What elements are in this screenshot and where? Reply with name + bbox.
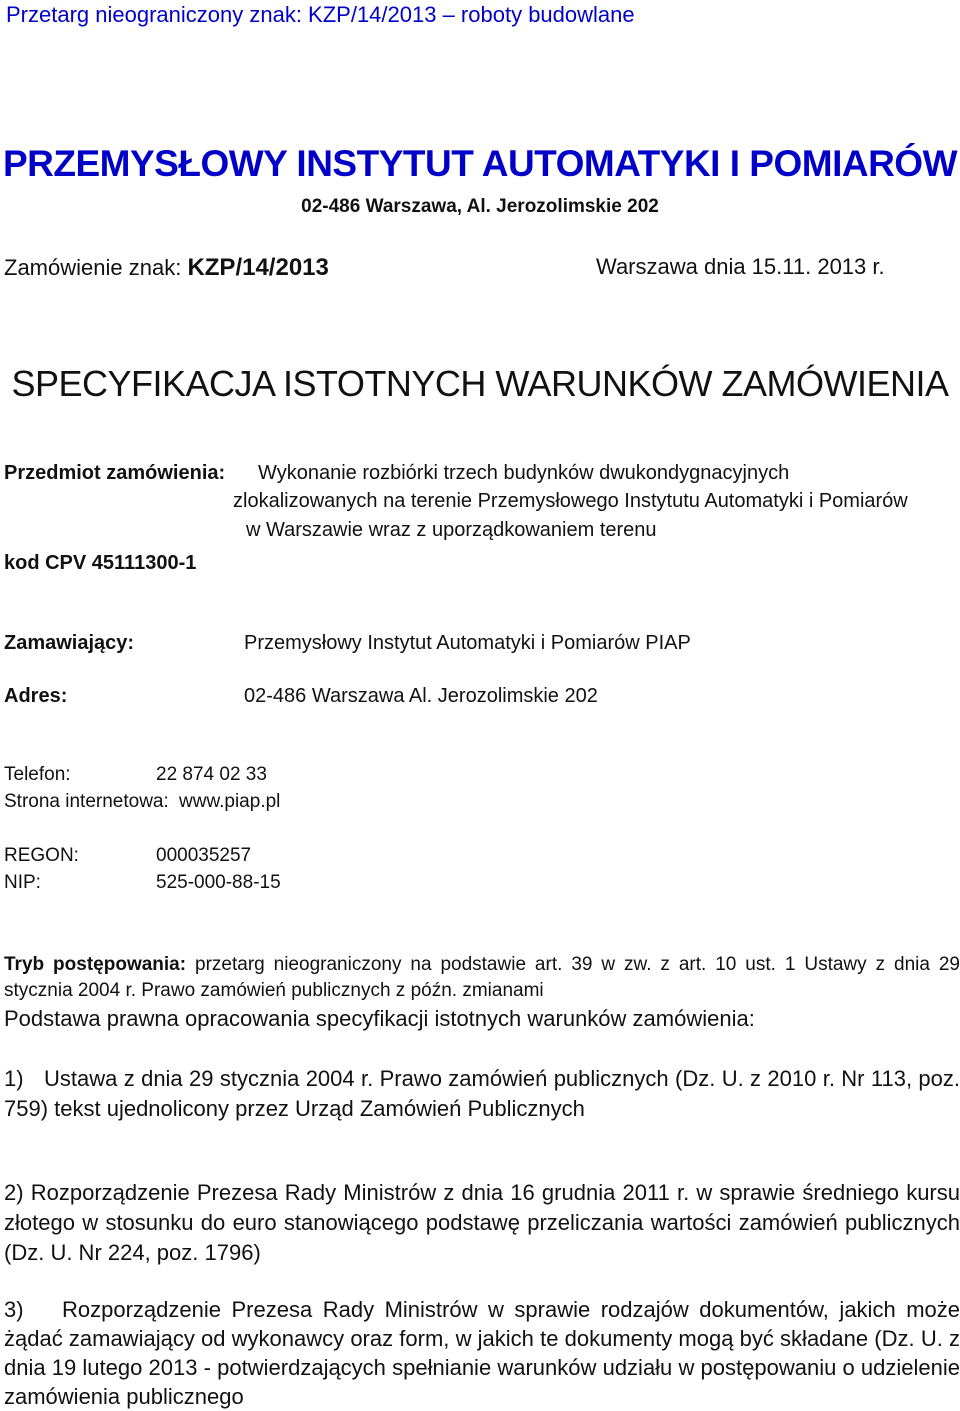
- procedure-label: Tryb postępowania:: [4, 954, 187, 975]
- phone-label: Telefon:: [4, 764, 71, 785]
- order-label: Zamówienie znak:: [4, 255, 182, 280]
- buyer-value: Przemysłowy Instytut Automatyki i Pomiarów PIAP: [244, 632, 691, 654]
- address-value: 02-486 Warszawa Al. Jerozolimskie 202: [244, 685, 598, 707]
- regon-label: REGON:: [4, 845, 79, 866]
- institute-name: PRZEMYSŁOWY INSTYTUT AUTOMATYKI I POMIARÓW: [2, 143, 957, 184]
- order-reference: [4, 254, 329, 282]
- order-ref: KZP/14/2013: [187, 254, 329, 281]
- legal-basis-item: [4, 1064, 960, 1124]
- subject-line-3: w Warszawie wraz z uporządkowaniem terenu: [246, 519, 657, 541]
- procedure-text: przetarg nieograniczony na podstawie art. 39 w zw. z art. 10 ust. 1 Ustawy z dnia 29 stycznia 2004 r. Prawo zamówień publicznych z późn. zmianami: [4, 954, 960, 1001]
- legal-basis-item: [4, 1295, 960, 1411]
- legal-basis-item: [4, 1178, 960, 1268]
- procedure-paragraph: [4, 952, 960, 1004]
- legal-basis-item-number: 2): [4, 1180, 24, 1205]
- phone-value: 22 874 02 33: [156, 764, 267, 785]
- legal-basis-item-text: Rozporządzenie Prezesa Rady Ministrów z dnia 16 grudnia 2011 r. w sprawie średniego kursu złotego w stosunku do euro stanowiącego podstawę przeliczania wartości zamówień publicznych (Dz. U. Nr 224, poz. 1796): [4, 1180, 960, 1265]
- nip-label: NIP:: [4, 872, 41, 893]
- address-label: Adres:: [4, 685, 68, 707]
- tender-header: Przetarg nieograniczony znak: KZP/14/2013 – roboty budowlane: [6, 2, 635, 27]
- legal-basis-item-number: 1): [4, 1066, 24, 1091]
- legal-basis-item-text: Rozporządzenie Prezesa Rady Ministrów w sprawie rodzajów dokumentów, jakich może żądać zamawiający od wykonawcy oraz form, w jakich te dokumenty mogą być składane (Dz. U. z dnia 19 lutego 2013 - potwierdzających spełnianie warunków udziału w postępowaniu o udzielenie zamówienia publicznego: [4, 1297, 960, 1409]
- legal-basis-item-number: 3): [4, 1297, 24, 1322]
- buyer-label: Zamawiający:: [4, 632, 135, 654]
- order-date: Warszawa dnia 15.11. 2013 r.: [596, 254, 885, 279]
- regon-value: 000035257: [156, 845, 252, 866]
- website-label: Strona internetowa:: [4, 791, 169, 812]
- subject-line-1: Wykonanie rozbiórki trzech budynków dwukondygnacyjnych: [258, 462, 790, 484]
- page-title: SPECYFIKACJA ISTOTNYCH WARUNKÓW ZAMÓWIENIA: [11, 363, 949, 404]
- legal-basis-title: Podstawa prawna opracowania specyfikacji istotnych warunków zamówienia:: [4, 1006, 755, 1031]
- nip-value: 525-000-88-15: [156, 872, 281, 893]
- subject-line-2: zlokalizowanych na terenie Przemysłowego Instytutu Automatyki i Pomiarów: [233, 490, 908, 512]
- legal-basis-item-text: Ustawa z dnia 29 stycznia 2004 r. Prawo zamówień publicznych (Dz. U. z 2010 r. Nr 113, poz. 759) tekst ujednolicony przez Urząd Zamówień Publicznych: [4, 1066, 960, 1121]
- cpv-code: kod CPV 45111300-1: [4, 552, 197, 574]
- subject-label: Przedmiot zamówienia:: [4, 462, 226, 484]
- website-link[interactable]: www.piap.pl: [179, 791, 281, 812]
- institute-address: 02-486 Warszawa, Al. Jerozolimskie 202: [301, 196, 659, 217]
